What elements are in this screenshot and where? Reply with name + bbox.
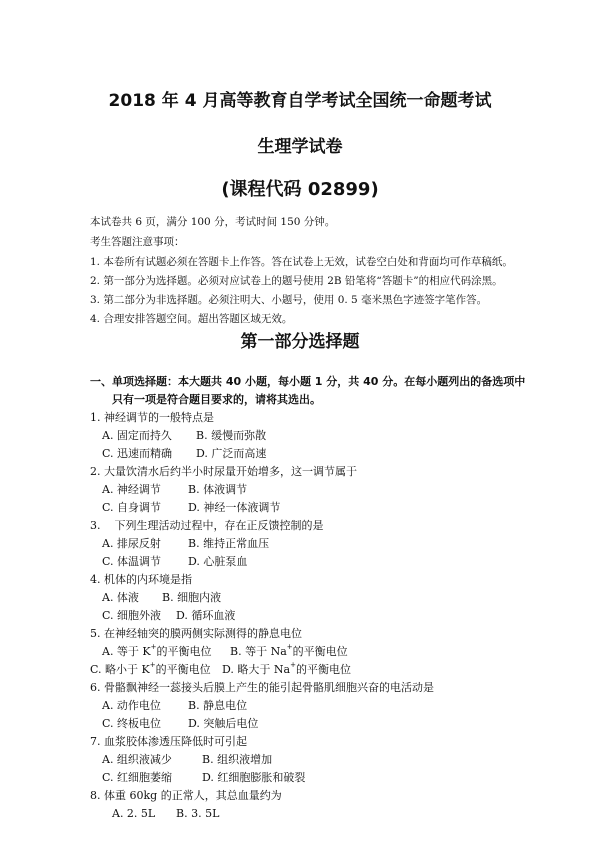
question-stem: 2. 大量饮清水后约半小时尿量开始增多，这一调节属于 (90, 465, 357, 478)
option: B. 细胞内液 (162, 591, 222, 604)
question-stem: 5. 在神经轴突的膜两侧实际测得的静息电位 (90, 627, 302, 640)
option: C. 自身调节 (102, 501, 162, 514)
option: D. 神经一体液调节 (188, 501, 281, 514)
option: C. 迅速而精确 (102, 447, 173, 460)
question-stem: 1. 神经调节的一般特点是 (90, 411, 214, 424)
option: C. 细胞外液 (102, 609, 162, 622)
option: C. 略小于 K+的平衡电位 (90, 661, 211, 676)
notice-item-1: 1. 本卷所有试题必须在答题卡上作答。答在试卷上无效，试卷空白处和背面均可作草稿纸。 (90, 256, 513, 268)
option: C. 红细胞萎缩 (102, 771, 173, 784)
option: B. 体液调节 (188, 483, 248, 496)
question-stem: 7. 血浆胶体渗透压降低时可引起 (90, 735, 247, 748)
paper-title: 生理学试卷 (257, 137, 343, 157)
option: D. 循环血液 (176, 609, 236, 622)
option: D. 心脏泵血 (188, 555, 248, 568)
option: D. 略大于 Na+的平衡电位 (222, 661, 351, 676)
instruction-line-2: 只有一项是符合题目要求的，请将其选出。 (112, 393, 321, 406)
question-stem: 6. 骨骼飘神经一蕊接头后膜上产生的能引起骨骼肌细胞兴奋的电活动是 (90, 681, 434, 694)
option: B. 等于 Na+的平衡电位 (230, 643, 348, 658)
option: A. 排尿反射 (102, 537, 161, 550)
option: A. 神经调节 (102, 483, 161, 496)
option: D. 突触后电位 (188, 717, 259, 730)
question-stem: 8. 体重 60kg 的正常人，其总血量约为 (90, 789, 282, 802)
option: C. 体温调节 (102, 555, 162, 568)
course-code: (课程代码 02899) (221, 179, 379, 200)
option: B. 3. 5L (176, 807, 220, 820)
option: D. 红细胞膨胀和破裂 (202, 771, 306, 784)
question-stem: 3. 下列生理活动过程中，存在正反馈控制的是 (90, 519, 324, 532)
notice-line-2: 考生答题注意事项： (90, 236, 185, 248)
notice-item-3: 3. 第二部分为非选择题。必须注明大、小题号，使用 0. 5 毫米黑色字迹签字笔作答。 (90, 294, 488, 306)
option: B. 组织液增加 (202, 753, 273, 766)
notice-item-2: 2. 第一部分为选择题。必须对应试卷上的题号使用 2B 铅笔将“答题卡”的相应代码涂黑。 (90, 275, 503, 287)
notice-item-4: 4. 合理安排答题空间。超出答题区域无效。 (90, 313, 293, 325)
notice-line-1: 本试卷共 6 页，满分 100 分，考试时间 150 分钟。 (90, 216, 336, 228)
option: A. 体液 (102, 591, 139, 604)
option: B. 静息电位 (188, 699, 248, 712)
option: A. 动作电位 (102, 699, 161, 712)
option: C. 终板电位 (102, 717, 162, 730)
question-stem: 4. 机体的内环境是指 (90, 573, 192, 586)
option: A. 固定而持久 (102, 429, 172, 442)
option: B. 维持正常血压 (188, 537, 270, 550)
option: D. 广泛而高速 (196, 447, 267, 460)
option: A. 组织液减少 (102, 753, 172, 766)
option: A. 等于 K+的平衡电位 (102, 643, 212, 658)
option: A. 2. 5L (112, 807, 156, 820)
exam-title: 2018 年 4 月高等教育自学考试全国统一命题考试 (108, 91, 492, 111)
instruction-line-1: 一、单项选择题：本大题共 40 小题，每小题 1 分，共 40 分。在每小题列出的备选项中 (90, 375, 526, 388)
option: B. 缓慢而弥散 (196, 429, 267, 442)
part1-title: 第一部分选择题 (240, 332, 360, 352)
